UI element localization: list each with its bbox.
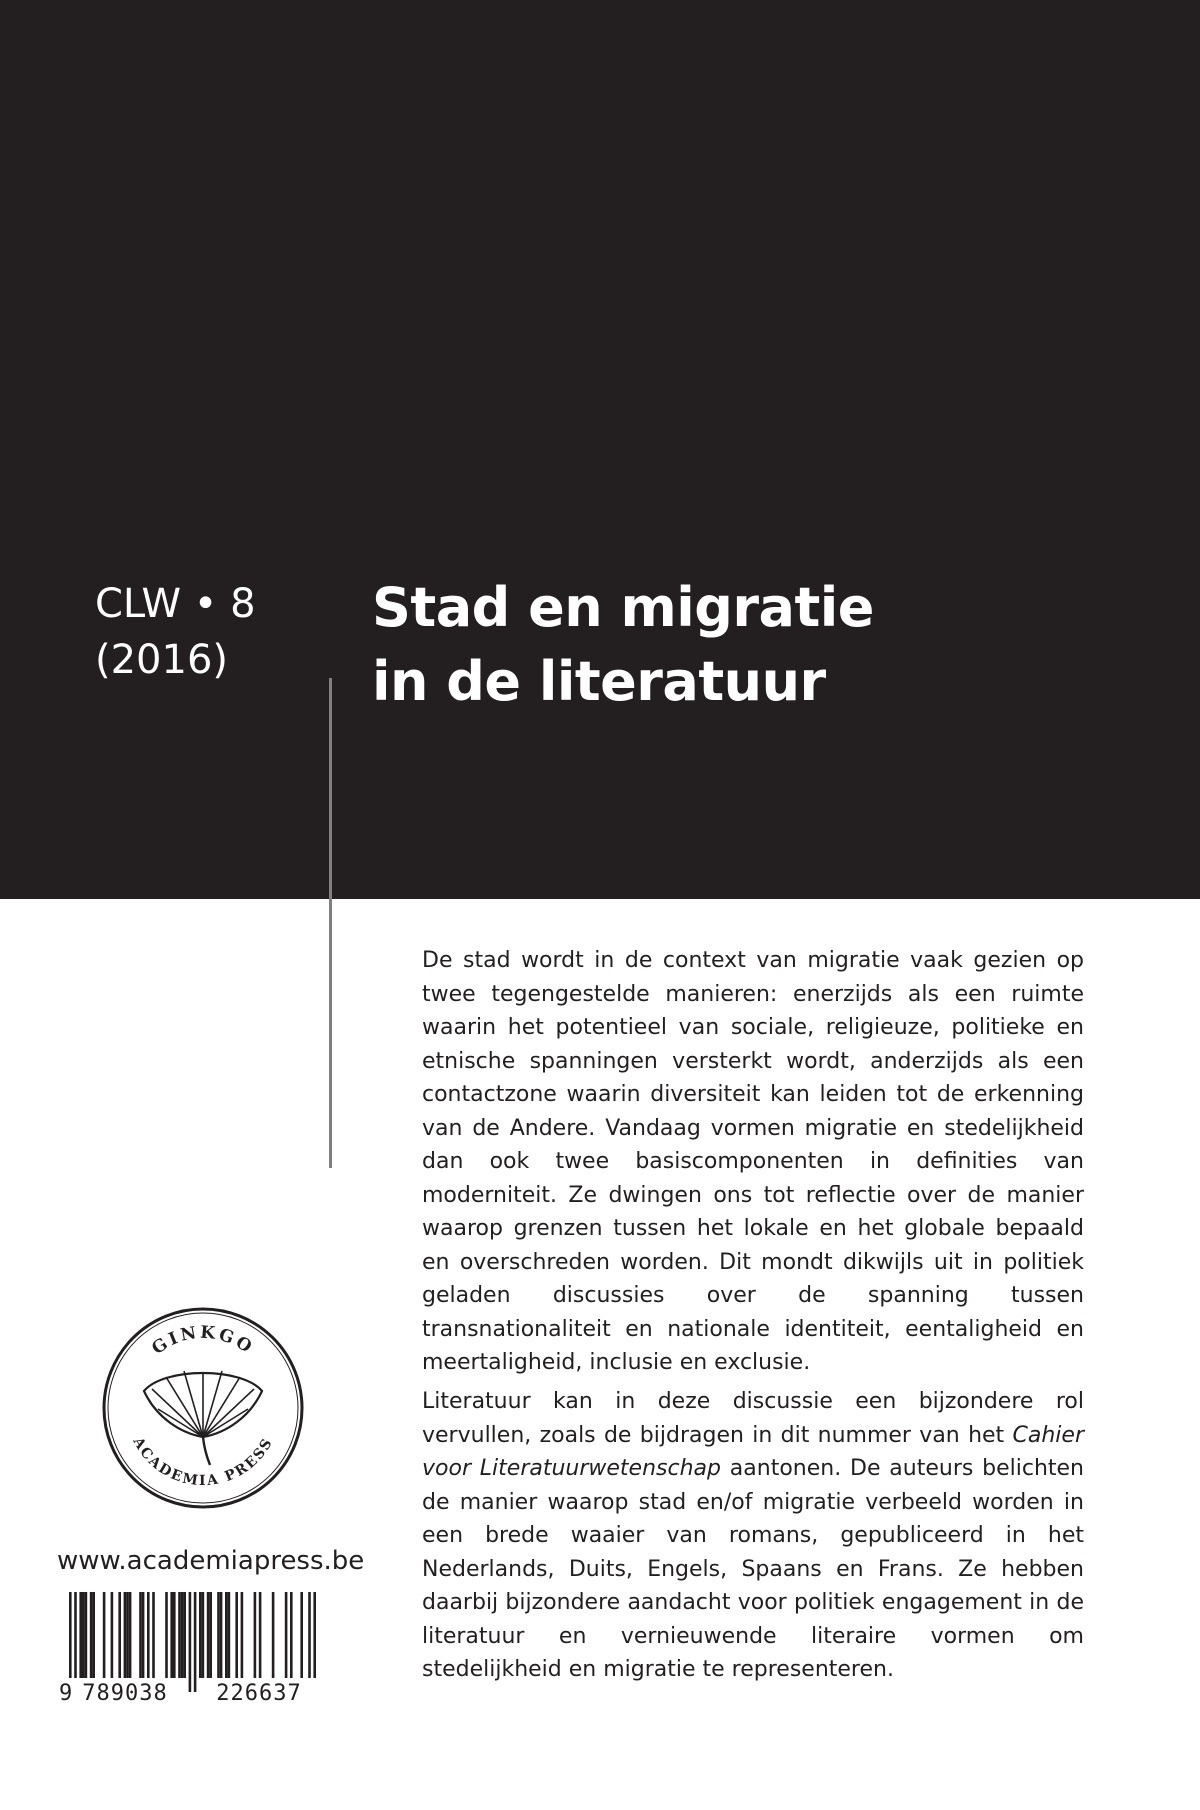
barcode-bar [124, 1592, 127, 1678]
journal-title: Cahier voor Literatuurwetenschap [422, 1422, 1084, 1481]
logo-bottom-text: ACADEMIA PRESS [129, 1434, 277, 1490]
barcode-bar [228, 1592, 231, 1678]
barcode-first-digit: 9 [59, 1681, 73, 1702]
barcode-bar [147, 1592, 150, 1678]
title-line-2: in de literatuur [372, 650, 826, 713]
barcode-bar [217, 1592, 220, 1678]
barcode-bar [69, 1592, 72, 1692]
cover-top-band [0, 0, 1200, 899]
blurb-paragraph-2 [422, 1385, 1084, 1687]
barcode-bar [74, 1592, 77, 1692]
barcode-bar [152, 1592, 155, 1678]
vertical-divider [329, 678, 332, 1168]
barcode-bar [129, 1592, 132, 1678]
barcode-bar [79, 1592, 82, 1678]
barcode-bar [207, 1592, 210, 1678]
barcode-bar [189, 1592, 192, 1692]
barcode-bar [241, 1592, 244, 1678]
barcode-bar [126, 1592, 129, 1678]
barcode-bar [170, 1592, 173, 1678]
barcode-right-digits: 226637 [216, 1681, 302, 1702]
barcode-bar [285, 1592, 288, 1678]
barcode-bar [300, 1592, 303, 1678]
isbn-barcode [55, 1592, 325, 1702]
series-number: CLW • 8 [95, 581, 256, 627]
barcode-bar [178, 1592, 181, 1678]
blurb-paragraph-2-end: aantonen. De auteurs belichten de manier waarop stad en/of migratie verbeeld worden in een brede waaier van romans, gepubliceerd in het Nederlands, Duits, Engels, Spaans en Frans. Ze hebben daarbij bijzondere aandacht voor politiek engagement in de literatuur en vernieuwende literaire vormen om stedelijkheid en migratie te representeren. [422, 1456, 1084, 1682]
series-year: (2016) [95, 637, 229, 683]
barcode-bar [235, 1592, 238, 1678]
svg-text:GINKGO [148, 1323, 257, 1359]
barcode-bar [202, 1592, 205, 1678]
barcode-left-digits: 789038 [82, 1681, 168, 1702]
barcode-bar [220, 1592, 223, 1678]
logo-top-text: GINKGO [148, 1322, 258, 1359]
ginkgo-academia-press-logo [100, 1305, 306, 1511]
barcode-bar [103, 1592, 106, 1678]
barcode-bar [194, 1592, 197, 1692]
barcode-bar [259, 1592, 262, 1678]
barcode-bar [290, 1592, 293, 1678]
barcode-bar [92, 1592, 95, 1678]
barcode-bar [183, 1592, 186, 1678]
barcode-bars [69, 1592, 316, 1692]
barcode-bar [173, 1592, 176, 1678]
barcode-bar [209, 1592, 212, 1678]
blurb-paragraph-2-start: Literatuur kan in deze discussie een bijzondere rol vervullen, zoals de bijdragen in dit nummer van het [422, 1389, 1084, 1448]
barcode-bar [199, 1592, 202, 1678]
barcode-bar [85, 1592, 88, 1678]
barcode-bar [118, 1592, 121, 1678]
barcode-bar [111, 1592, 114, 1678]
barcode-bar [142, 1592, 145, 1678]
barcode-bar [225, 1592, 228, 1678]
barcode-bar [254, 1592, 257, 1678]
barcode-bar [82, 1592, 85, 1678]
ginkgo-leaf-icon [144, 1371, 262, 1465]
barcode-bar [139, 1592, 142, 1678]
title-line-1: Stad en migratie [372, 576, 874, 639]
publisher-website: www.academiapress.be [57, 1546, 365, 1576]
barcode-bar [165, 1592, 168, 1678]
barcode-bar [272, 1592, 275, 1678]
barcode-bar [181, 1592, 184, 1678]
barcode-bar [308, 1592, 311, 1692]
barcode-bar [90, 1592, 93, 1678]
blurb-paragraph-1: De stad wordt in de context van migratie vaak gezien op twee tegengestelde manieren: enerzijds als een ruimte waarin het potentieel van sociale, religieuze, politieke en etnische spanningen versterkt wordt, anderzijds als een contactzone waarin diversiteit kan leiden tot de erkenning van de Andere. Vandaag vormen migratie en stedelijkheid dan ook twee basiscomponenten in definities van moderniteit. Ze dwingen ons tot reflectie over de manier waarop grenzen tussen het lokale en het globale bepaald en overschreden worden. Dit mondt dikwijls uit in politiek geladen discussies over de spanning tussen transnationaliteit en nationale identiteit, eentaligheid en meertaligheid, inclusie en exclusie. [422, 948, 1084, 1375]
barcode-bar [313, 1592, 316, 1692]
